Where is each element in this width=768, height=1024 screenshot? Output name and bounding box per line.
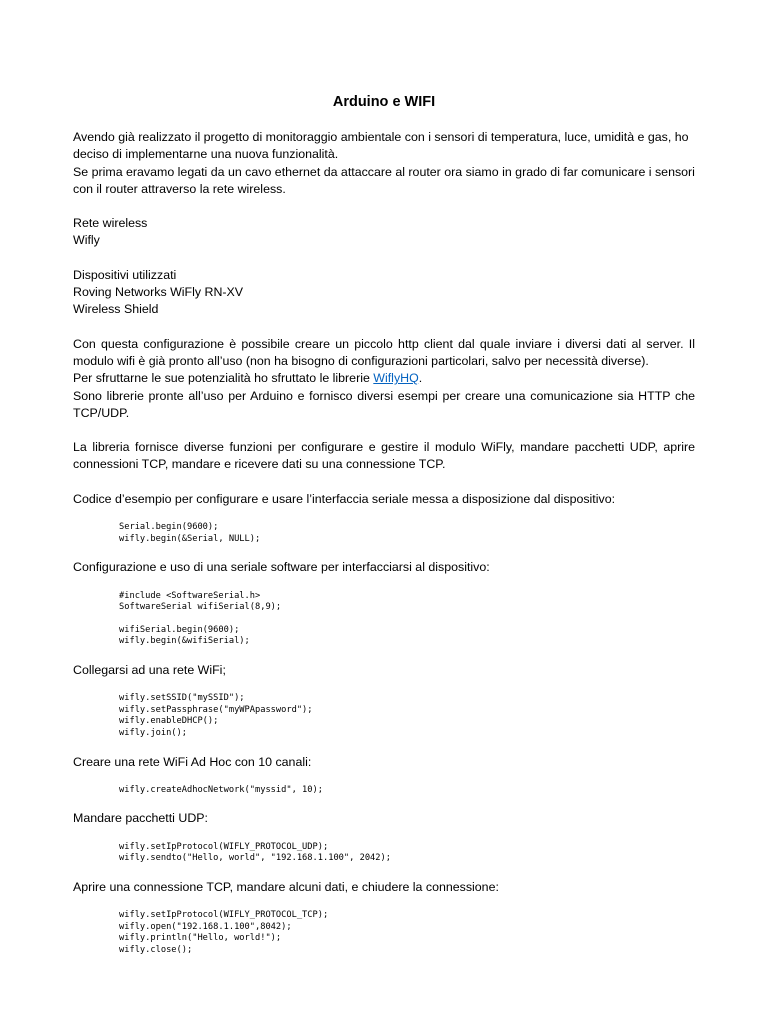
section-heading: Configurazione e uso di una seriale software per interfacciarsi al dispositivo: (73, 560, 490, 575)
device-item: Roving Networks WiFly RN-XV (73, 285, 244, 300)
section-heading: Codice d’esempio per configurare e usare l’interfaccia seriale messa a disposizione dal dispositivo: (73, 491, 616, 506)
code-line: wifly.close(); (119, 945, 193, 956)
network-value: Wifly (73, 233, 100, 248)
code-block (119, 842, 695, 865)
section-heading: Collegarsi ad una rete WiFi; (73, 662, 226, 677)
code-line: #include <SoftwareSerial.h> (119, 590, 261, 601)
code-block (119, 591, 695, 648)
code-line: wifiSerial.begin(9600); (119, 624, 240, 635)
device-item: Wireless Shield (73, 302, 159, 317)
code-line: wifly.enableDHCP(); (119, 716, 219, 727)
code-block (119, 693, 695, 739)
document-page (73, 92, 695, 957)
code-line: wifly.setIpProtocol(WIFLY_PROTOCOL_UDP); (119, 841, 329, 852)
code-line: wifly.sendto("Hello, world", "192.168.1.100", 2042); (119, 853, 391, 864)
devices-label: Dispositivi utilizzati (73, 267, 177, 282)
network-label: Rete wireless (73, 216, 148, 231)
code-block (119, 785, 695, 797)
section-heading: Creare una rete WiFi Ad Hoc con 10 canali: (73, 754, 312, 769)
code-block (119, 910, 695, 956)
section-heading: Mandare pacchetti UDP: (73, 811, 208, 826)
code-blank-line (119, 614, 695, 625)
config-paragraph-2-suffix: . (418, 371, 423, 386)
code-line: wifly.begin(&wifiSerial); (119, 636, 250, 647)
code-line: wifly.begin(&Serial, NULL); (119, 533, 261, 544)
code-line: wifly.setIpProtocol(WIFLY_PROTOCOL_TCP); (119, 910, 329, 921)
section-heading: Aprire una connessione TCP, mandare alcuni dati, e chiudere la connessione: (73, 879, 499, 894)
config-paragraph-1: Con questa configurazione è possibile creare un piccolo http client dal quale inviare i diversi dati al server. Il modulo wifi è già pronto all’uso (non ha bisogno di configurazioni particolari, salvo per necessità diverse). (73, 336, 695, 368)
code-block (119, 522, 695, 545)
code-line: SoftwareSerial wifiSerial(8,9); (119, 602, 282, 613)
code-line: wifly.join(); (119, 727, 187, 738)
config-paragraph-3: Sono librerie pronte all’uso per Arduino e fornisco diversi esempi per creare una comunicazione sia HTTP che TCP/UDP. (73, 388, 695, 420)
wiflyhq-link[interactable]: WiflyHQ (373, 371, 419, 386)
code-line: wifly.createAdhocNetwork("myssid", 10); (119, 784, 323, 795)
config-paragraph-2 (73, 370, 695, 387)
document-title: Arduino e WIFI (332, 94, 436, 110)
code-line: wifly.setSSID("mySSID"); (119, 693, 245, 704)
code-line: wifly.open("192.168.1.100",8042); (119, 921, 292, 932)
intro-paragraph-2: Se prima eravamo legati da un cavo ethernet da attaccare al router ora siamo in grado di far comunicare i sensori con il router attraverso la rete wireless. (73, 164, 695, 196)
code-line: wifly.setPassphrase("myWPApassword"); (119, 704, 313, 715)
code-line: wifly.println("Hello, world!"); (119, 933, 282, 944)
intro-paragraph-1: Avendo già realizzato il progetto di monitoraggio ambientale con i sensori di temperatura, luce, umidità e gas, ho deciso di implementarne una nuova funzionalità. (73, 130, 689, 162)
code-line: Serial.begin(9600); (119, 522, 219, 533)
config-paragraph-2-text: Per sfruttarne le sue potenzialità ho sfruttato le librerie (73, 371, 374, 386)
library-description: La libreria fornisce diverse funzioni per configurare e gestire il modulo WiFly, mandare pacchetti UDP, aprire connessioni TCP, mandare e ricevere dati su una connessione TCP. (73, 440, 695, 472)
